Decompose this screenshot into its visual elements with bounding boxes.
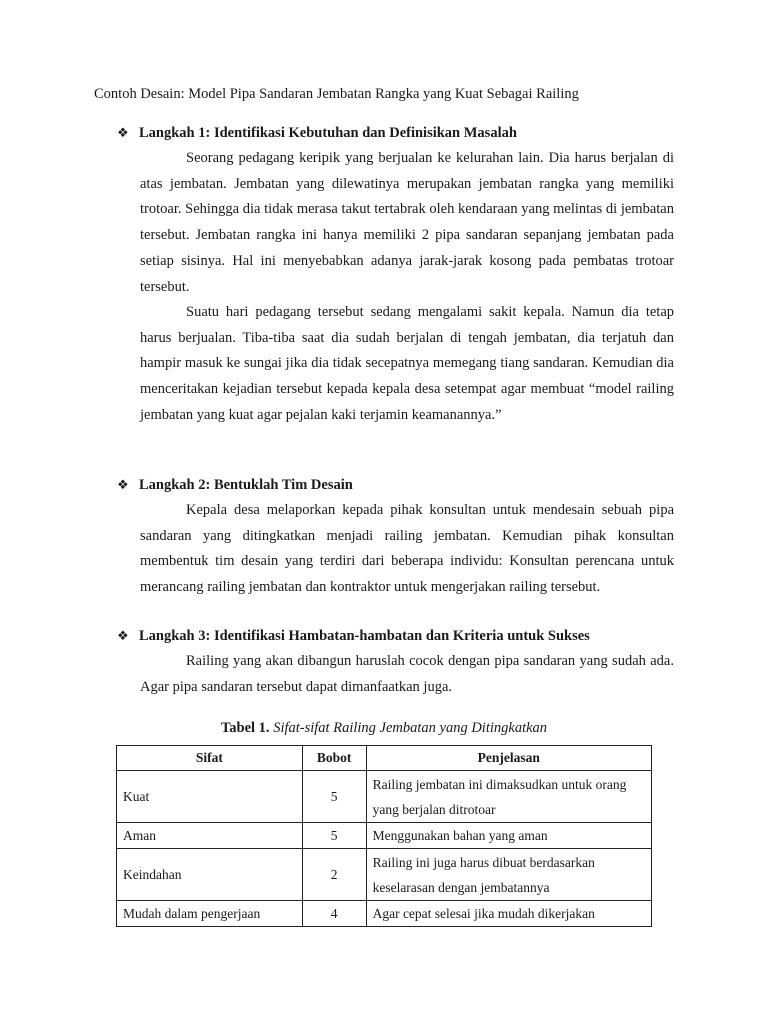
cell-bobot: 4: [302, 901, 366, 927]
cell-sifat: Aman: [117, 823, 303, 849]
step-3-heading-text: Langkah 3: Identifikasi Hambatan-hambatan dan Kriteria untuk Sukses: [139, 628, 590, 644]
table-row: [117, 901, 652, 927]
step-1-heading-text: Langkah 1: Identifikasi Kebutuhan dan Definisikan Masalah: [139, 125, 517, 141]
document-title: Contoh Desain: Model Pipa Sandaran Jembatan Rangka yang Kuat Sebagai Railing: [94, 86, 579, 102]
table-row: [117, 823, 652, 849]
step-1-heading: [117, 125, 517, 142]
table-caption-text: Sifat-sifat Railing Jembatan yang Ditingkatkan: [273, 720, 548, 736]
table-caption: [0, 720, 768, 737]
cell-bobot: 5: [302, 823, 366, 849]
cell-bobot: 2: [302, 849, 366, 901]
step-2-heading: [117, 477, 353, 494]
cell-sifat: Kuat: [117, 771, 303, 823]
header-bobot: Bobot: [302, 746, 366, 771]
header-penjelasan: Penjelasan: [366, 746, 651, 771]
cell-penjelasan: Menggunakan bahan yang aman: [366, 823, 651, 849]
step-3-heading: [117, 628, 590, 645]
properties-table: [116, 745, 652, 927]
cell-sifat: Mudah dalam pengerjaan: [117, 901, 303, 927]
table-header-row: [117, 746, 652, 771]
table-caption-label: Tabel 1.: [220, 720, 270, 736]
cell-sifat: Keindahan: [117, 849, 303, 901]
step-3-paragraph-1: Railing yang akan dibangun haruslah cocok dengan pipa sandaran yang sudah ada. Agar pipa sandaran tersebut dapat dimanfaatkan juga.: [140, 653, 674, 695]
table-row: [117, 849, 652, 901]
diamond-bullet-icon: ❖: [117, 125, 129, 140]
step-1-paragraph-1: Seorang pedagang keripik yang berjualan ke kelurahan lain. Dia harus berjalan di atas jembatan. Jembatan yang dilewatinya merupakan jembatan rangka yang memiliki trotoar. Sehingga dia tidak merasa takut tertabrak oleh kendaraan yang melintas di jembatan tersebut. Jembatan rangka ini hanya memiliki 2 pipa sandaran sepanjang jembatan pada setiap sisinya. Hal ini menyebabkan adanya jarak-jarak kosong pada pembatas trotoar tersebut.: [140, 150, 674, 295]
cell-penjelasan: Railing ini juga harus dibuat berdasarkan keselarasan dengan jembatannya: [366, 849, 651, 901]
cell-penjelasan: Agar cepat selesai jika mudah dikerjakan: [366, 901, 651, 927]
cell-penjelasan: Railing jembatan ini dimaksudkan untuk orang yang berjalan ditrotoar: [366, 771, 651, 823]
table-row: [117, 771, 652, 823]
step-1-paragraph-2: Suatu hari pedagang tersebut sedang mengalami sakit kepala. Namun dia tetap harus berjualan. Tiba-tiba saat dia sudah berjalan di tengah jembatan, dia terjatuh dan hampir masuk ke sungai jika dia tidak secepatnya memegang tiang sandaran. Kemudian dia menceritakan kejadian tersebut kepada kepala desa setempat agar membuat “model railing jembatan yang kuat agar pejalan kaki terjamin keamanannya.”: [140, 304, 674, 423]
header-sifat: Sifat: [117, 746, 303, 771]
cell-bobot: 5: [302, 771, 366, 823]
diamond-bullet-icon: ❖: [117, 628, 129, 643]
step-2-paragraph-1: Kepala desa melaporkan kepada pihak konsultan untuk mendesain sebuah pipa sandaran yang ditingkatkan menjadi railing jembatan. Kemudian pihak konsultan membentuk tim desain yang terdiri dari beberapa individu: Konsultan perencana untuk merancang railing jembatan dan kontraktor untuk mengerjakan railing tersebut.: [140, 502, 674, 596]
step-2-heading-text: Langkah 2: Bentuklah Tim Desain: [139, 477, 353, 493]
diamond-bullet-icon: ❖: [117, 477, 129, 492]
